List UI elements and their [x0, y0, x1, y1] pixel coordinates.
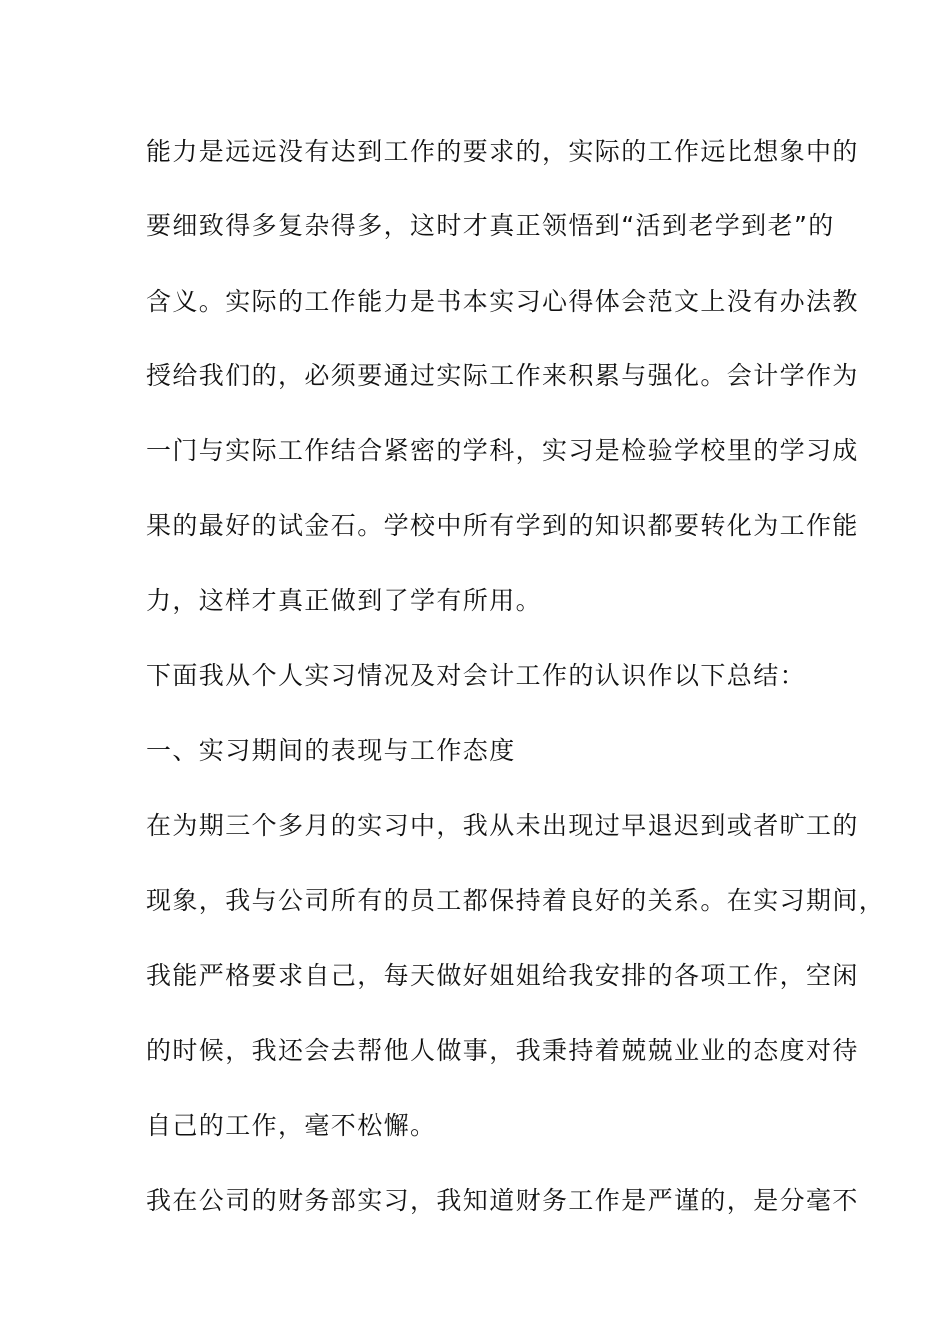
body-text-line: 含义。实际的工作能力是书本实习心得体会范文上没有办法教 [146, 287, 859, 316]
body-text-line: 一门与实际工作结合紧密的学科，实习是检验学校里的学习成 [146, 436, 859, 465]
body-text-line: 现象，我与公司所有的员工都保持着良好的关系。在实习期间， [146, 886, 886, 915]
paragraph-intro-line: 下面我从个人实习情况及对会计工作的认识作以下总结： [146, 661, 807, 690]
body-text-line: 力，这样才真正做到了学有所用。 [146, 586, 543, 615]
body-text-line: 的时候，我还会去帮他人做事，我秉持着兢兢业业的态度对待 [146, 1036, 859, 1065]
body-text-line: 我在公司的财务部实习，我知道财务工作是严谨的，是分毫不 [146, 1186, 859, 1215]
body-text-line: 果的最好的试金石。学校中所有学到的知识都要转化为工作能 [146, 511, 859, 540]
body-text-line: 授给我们的，必须要通过实际工作来积累与强化。会计学作为 [146, 361, 859, 390]
body-text-line: 能力是远远没有达到工作的要求的，实际的工作远比想象中的 [146, 137, 859, 166]
section-heading: 一、实习期间的表现与工作态度 [146, 736, 516, 765]
body-text-line: 要细致得多复杂得多，这时才真正领悟到“活到老学到老”的 [146, 211, 835, 240]
body-text-line: 自己的工作，毫不松懈。 [146, 1111, 437, 1140]
body-text-line: 在为期三个多月的实习中，我从未出现过早退迟到或者旷工的 [146, 811, 859, 840]
body-text-line: 我能严格要求自己，每天做好姐姐给我安排的各项工作，空闲 [146, 961, 859, 990]
